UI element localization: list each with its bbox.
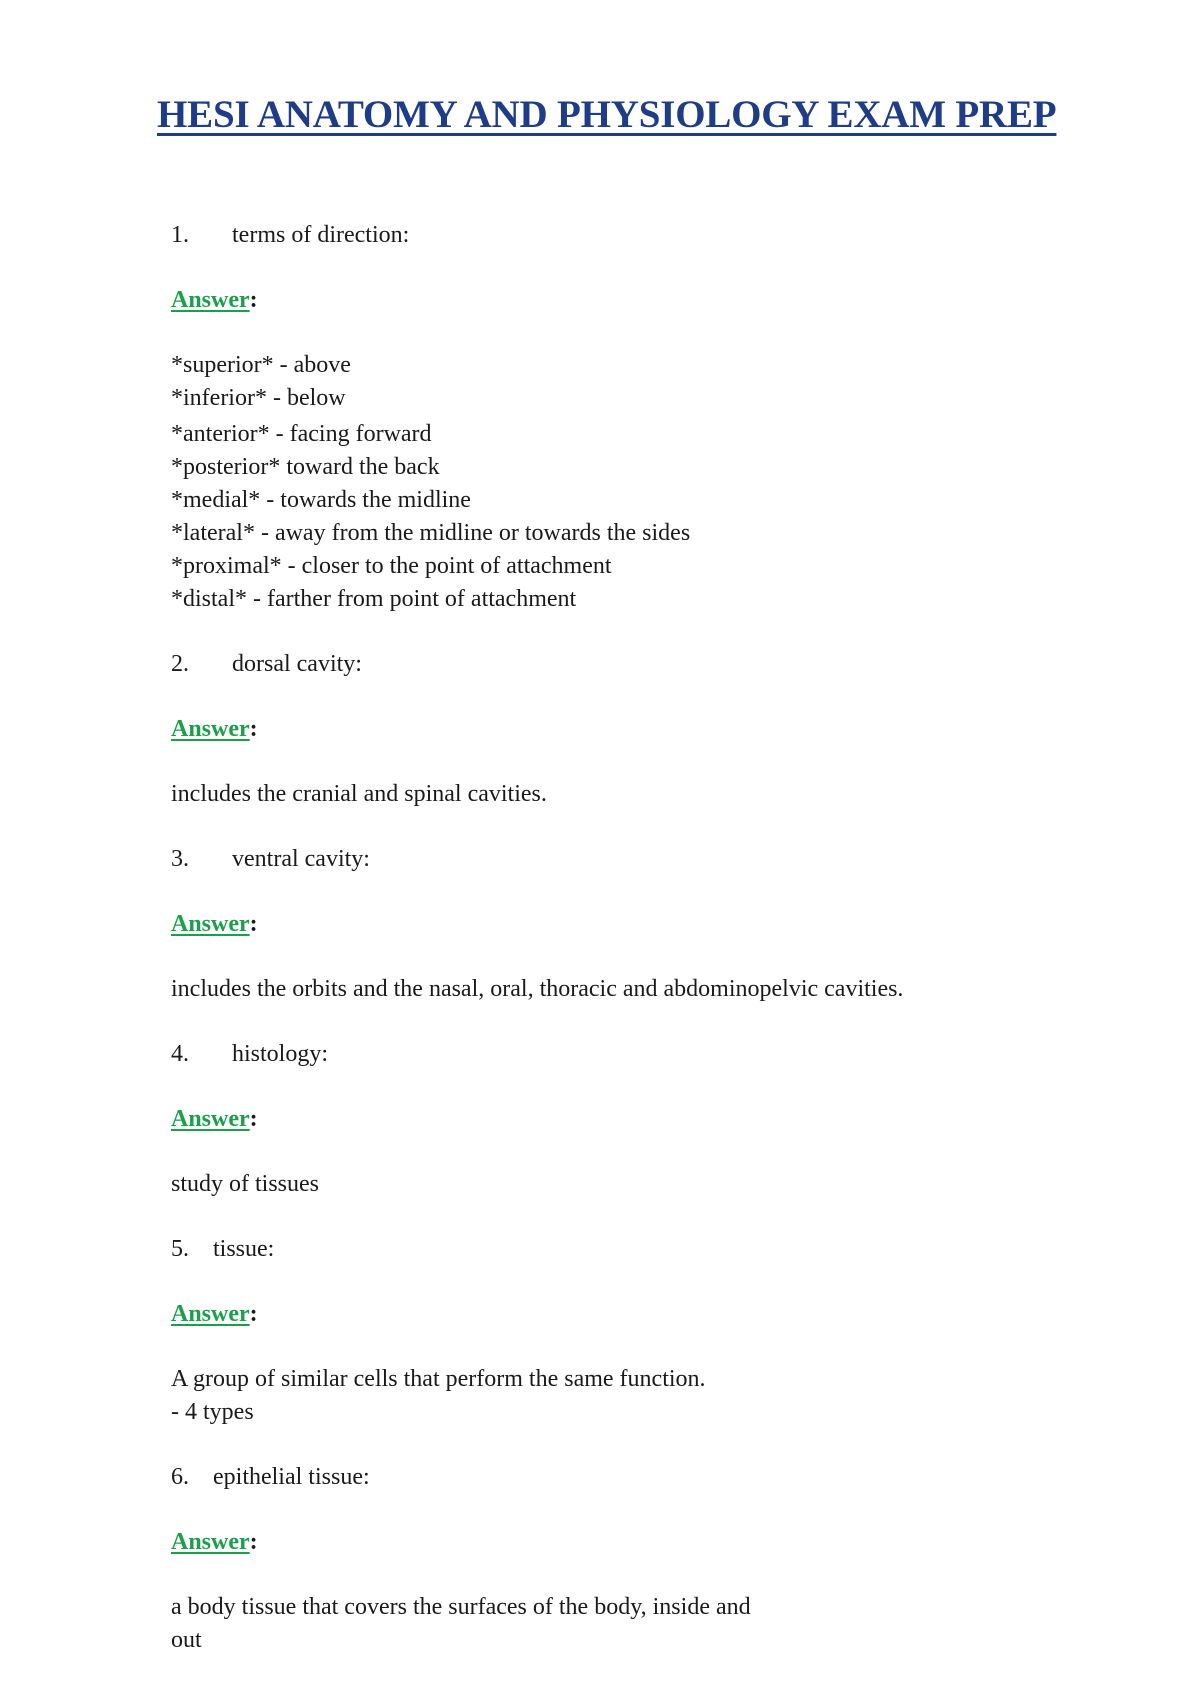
question-number: 4. <box>171 1041 189 1067</box>
question-term: epithelial tissue: <box>213 1464 370 1490</box>
answer-label <box>171 908 1131 941</box>
answer-word: Answer <box>171 1529 250 1555</box>
question-heading <box>171 219 1131 252</box>
answer-line: out <box>171 1627 202 1653</box>
question-3 <box>171 843 1131 1006</box>
answer-word: Answer <box>171 287 250 313</box>
question-number: 5. <box>171 1236 189 1262</box>
answer-colon: : <box>249 1529 258 1555</box>
answer-body <box>171 349 1131 616</box>
answer-line: *proximal* - closer to the point of attachment <box>171 553 612 579</box>
answer-line: - 4 types <box>171 1399 254 1425</box>
question-number: 3. <box>171 846 189 872</box>
answer-colon: : <box>249 1106 258 1132</box>
answer-word: Answer <box>171 1106 250 1132</box>
answer-colon: : <box>249 287 258 313</box>
answer-line: *distal* - farther from point of attachment <box>171 586 577 612</box>
answer-line: *medial* - towards the midline <box>171 487 471 513</box>
answer-line: *posterior* toward the back <box>171 454 440 480</box>
answer-body <box>171 1591 1131 1657</box>
answer-body <box>171 1363 1131 1429</box>
question-4 <box>171 1038 1131 1201</box>
answer-line: *inferior* - below <box>171 385 346 411</box>
question-term: ventral cavity: <box>232 846 370 872</box>
question-heading <box>171 1461 1131 1494</box>
question-number: 6. <box>171 1464 189 1490</box>
answer-body <box>171 973 1131 1006</box>
answer-label <box>171 1298 1131 1331</box>
question-5 <box>171 1233 1131 1429</box>
answer-line: a body tissue that covers the surfaces of the body, inside and <box>171 1594 751 1620</box>
answer-word: Answer <box>171 716 250 742</box>
question-number: 2. <box>171 651 189 677</box>
answer-label <box>171 713 1131 746</box>
answer-colon: : <box>249 1301 258 1327</box>
answer-colon: : <box>249 716 258 742</box>
answer-body <box>171 778 1131 811</box>
answer-line: study of tissues <box>171 1171 320 1197</box>
answer-line: includes the orbits and the nasal, oral, thoracic and abdominopelvic cavities. <box>171 976 904 1002</box>
answer-line: includes the cranial and spinal cavities. <box>171 781 547 807</box>
question-term: dorsal cavity: <box>232 651 362 677</box>
answer-line: *lateral* - away from the midline or towards the sides <box>171 520 691 546</box>
answer-line: *anterior* - facing forward <box>171 421 432 447</box>
question-1 <box>171 219 1131 616</box>
question-term: histology: <box>232 1041 329 1067</box>
answer-line: A group of similar cells that perform the same function. <box>171 1366 706 1392</box>
question-number: 1. <box>171 222 189 248</box>
question-2 <box>171 648 1131 811</box>
question-list <box>171 219 1131 1657</box>
answer-line: *superior* - above <box>171 352 351 378</box>
page-title: HESI ANATOMY AND PHYSIOLOGY EXAM PREP <box>157 93 1057 136</box>
answer-word: Answer <box>171 1301 250 1327</box>
answer-label <box>171 284 1131 317</box>
answer-label <box>171 1103 1131 1136</box>
question-term: tissue: <box>213 1236 275 1262</box>
question-heading <box>171 843 1131 876</box>
question-heading <box>171 1038 1131 1071</box>
answer-word: Answer <box>171 911 250 937</box>
answer-body <box>171 1168 1131 1201</box>
answer-label <box>171 1526 1131 1559</box>
answer-colon: : <box>249 911 258 937</box>
question-term: terms of direction: <box>232 222 410 248</box>
question-heading <box>171 648 1131 681</box>
question-heading <box>171 1233 1131 1266</box>
question-6 <box>171 1461 1131 1657</box>
